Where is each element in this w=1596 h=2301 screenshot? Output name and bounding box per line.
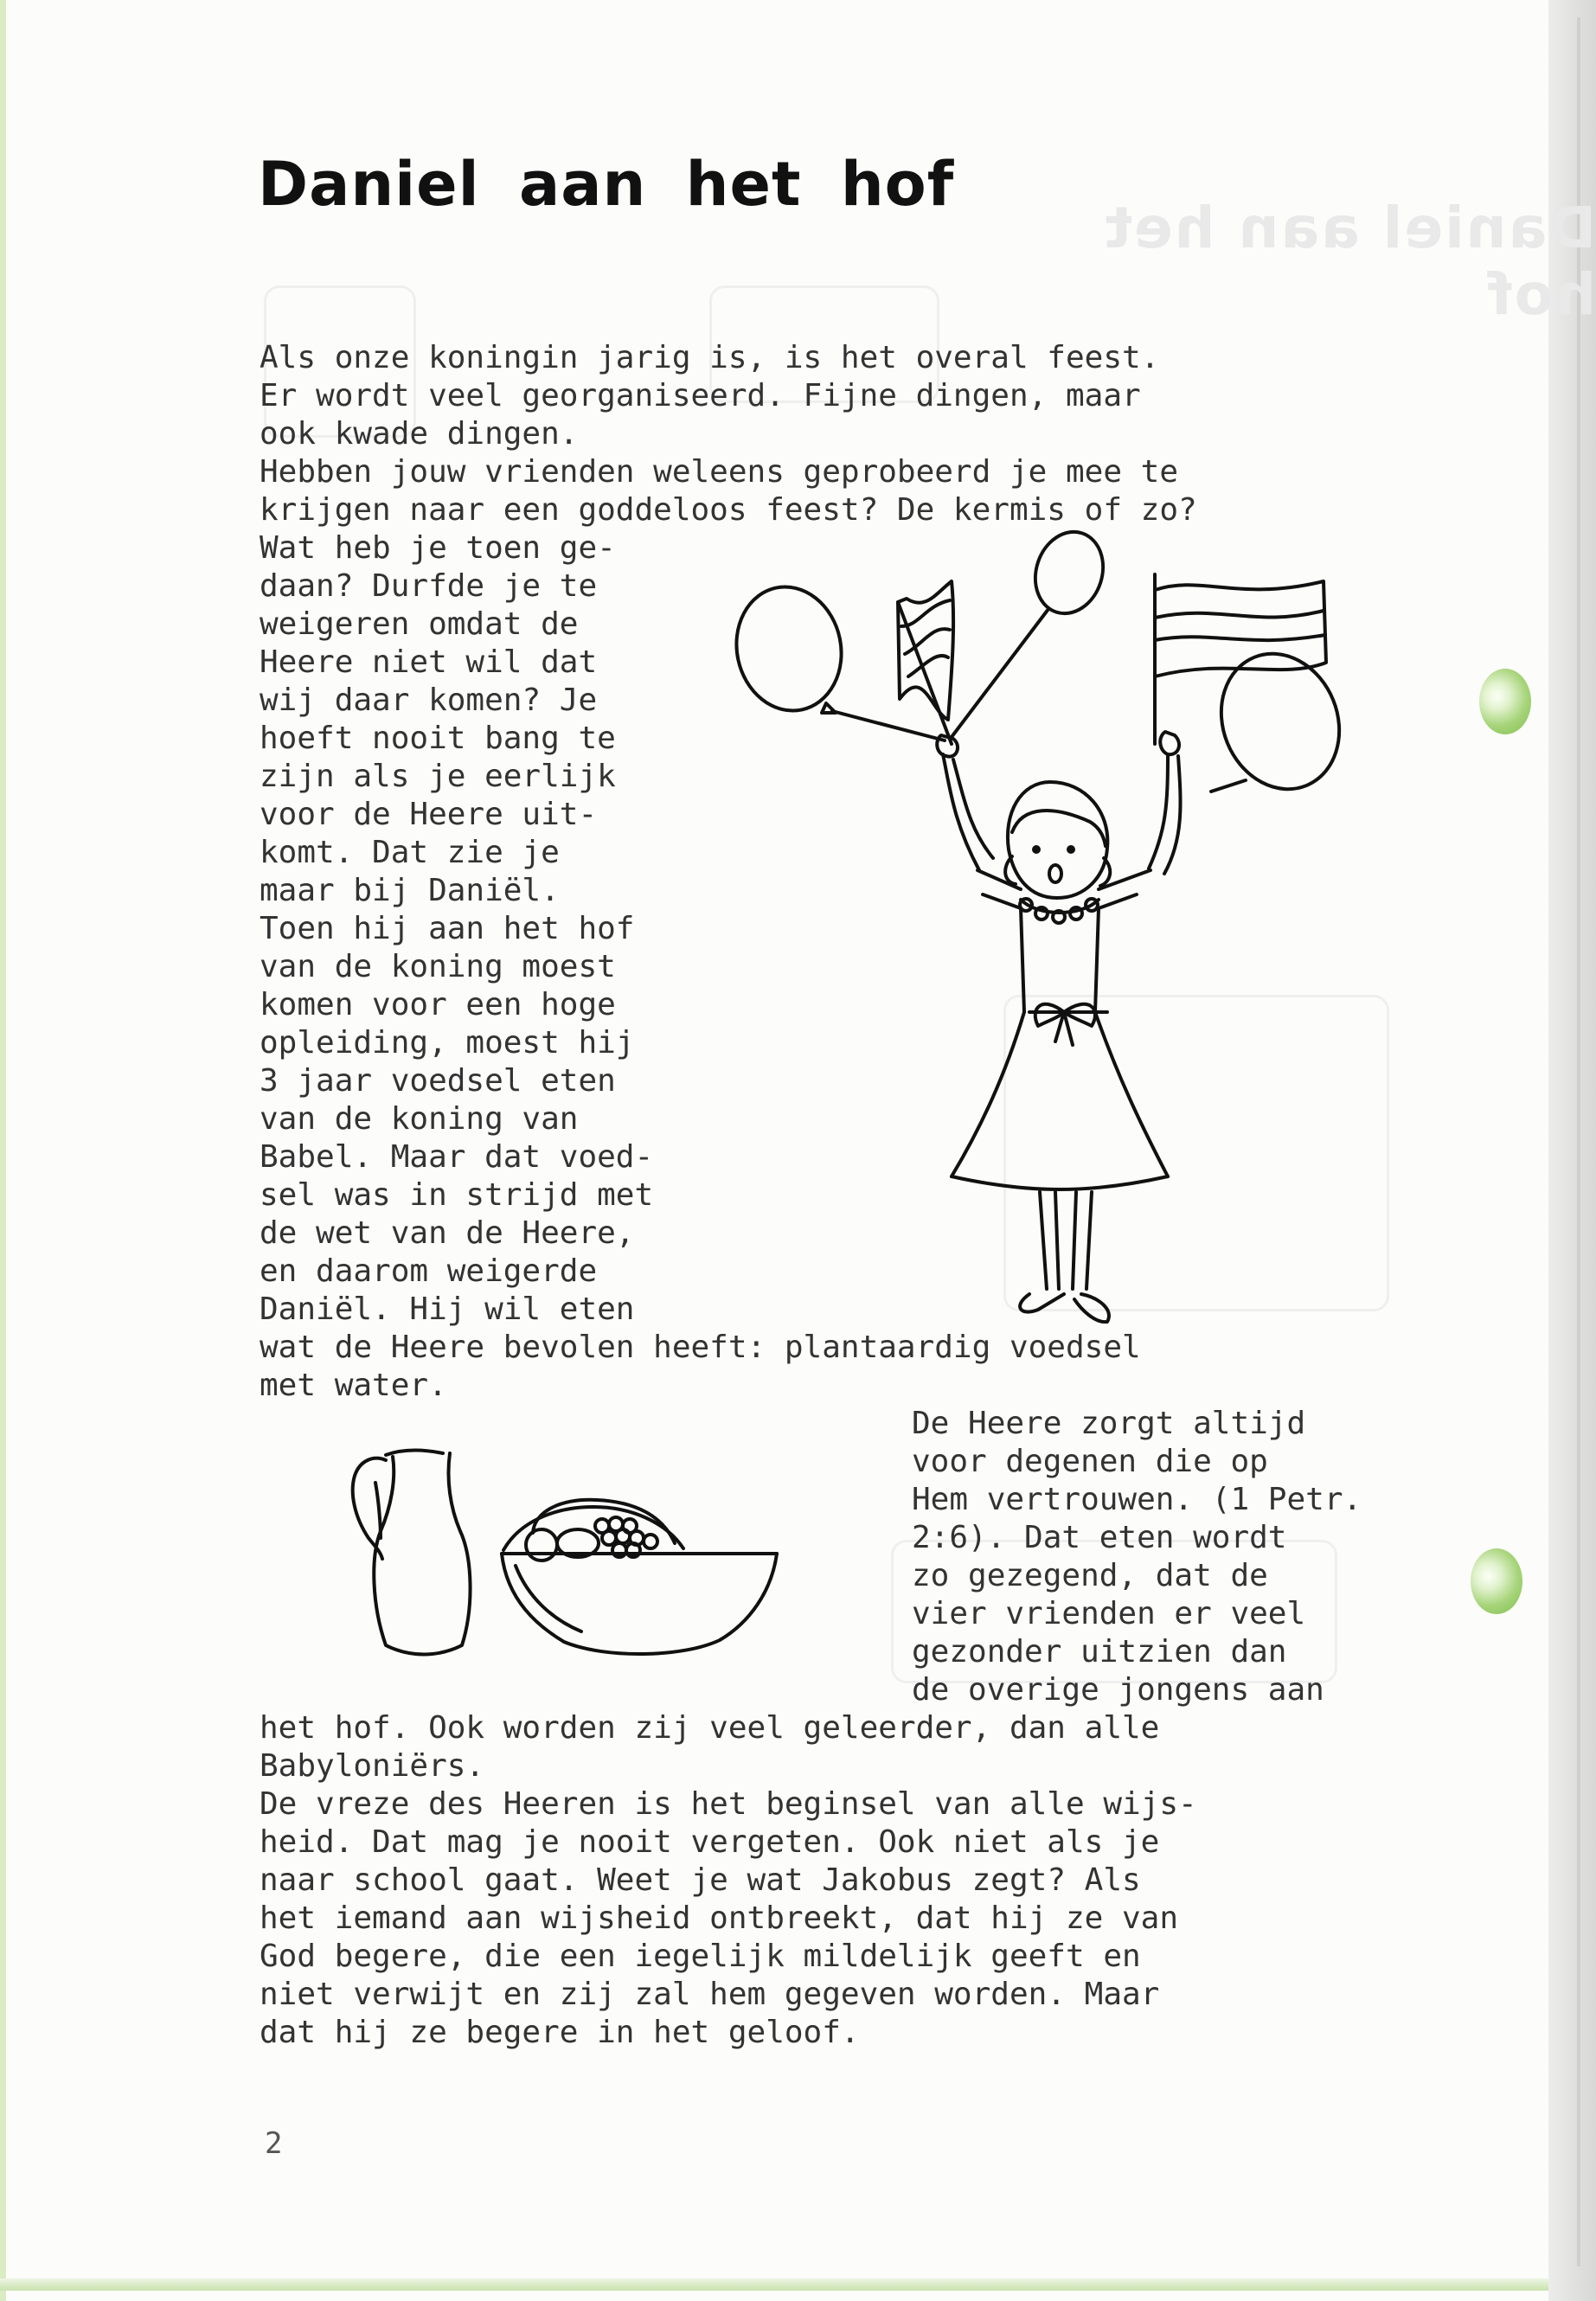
page-bottom-edge — [0, 2279, 1596, 2291]
balloon-right — [1202, 636, 1359, 807]
bleed-through-title: Daniel aan het hof — [1103, 195, 1596, 328]
body-line: wat de Heere bevolen heeft: plantaardig voedsel — [260, 1330, 1141, 1365]
body-line: ook kwade dingen. — [260, 416, 579, 452]
body-line: Hebben jouw vrienden weleens geprobeerd je mee te — [260, 454, 1179, 490]
body-line: Er wordt veel georganiseerd. Fijne dingen, maar — [260, 378, 1141, 413]
body-line: wij daar komen? Je — [260, 683, 598, 718]
body-line: Toen hij aan het hof — [260, 911, 635, 946]
flag-right — [1155, 574, 1326, 744]
flag-left — [898, 581, 953, 744]
girl-figure — [937, 732, 1180, 1322]
body-line: met water. — [260, 1368, 447, 1403]
body-line: sel was in strijd met — [260, 1177, 654, 1213]
balloon-top — [952, 523, 1113, 737]
body-line: het hof. Ook worden zij veel geleerder, dan alle — [260, 1710, 1160, 1746]
body-line: gezonder uitzien dan — [912, 1634, 1287, 1670]
body-line: komen voor een hoge — [260, 987, 616, 1022]
body-line: komt. Dat zie je — [260, 835, 560, 870]
body-line: Wat heb je toen ge- — [260, 530, 616, 566]
page-number: 2 — [265, 2126, 283, 2161]
body-line: voor de Heere uit- — [260, 797, 598, 832]
body-line: hoeft nooit bang te — [260, 721, 616, 756]
fruit-bowl — [502, 1500, 777, 1654]
body-line: Als onze koningin jarig is, is het overal feest. — [260, 340, 1160, 375]
body-line: van de koning van — [260, 1101, 579, 1137]
body-line: Daniël. Hij wil eten — [260, 1292, 635, 1327]
water-jug — [353, 1451, 471, 1655]
body-line: Babel. Maar dat voed- — [260, 1139, 654, 1175]
body-line: Hem vertrouwen. (1 Petr. — [912, 1482, 1362, 1517]
body-line: de wet van de Heere, — [260, 1215, 635, 1251]
body-line: De vreze des Heeren is het beginsel van alle wijs- — [260, 1786, 1197, 1822]
punch-hole-top — [1479, 669, 1531, 734]
body-line: De Heere zorgt altijd — [912, 1406, 1306, 1441]
body-line: zijn als je eerlijk — [260, 759, 616, 794]
body-line: opleiding, moest hij — [260, 1025, 635, 1061]
body-line: zo gezegend, dat de — [912, 1558, 1268, 1593]
body-line: niet verwijt en zij zal hem gegeven worden. Maar — [260, 1977, 1160, 2012]
body-line: naar school gaat. Weet je wat Jakobus zegt? Als — [260, 1862, 1141, 1898]
body-line: de overige jongens aan — [912, 1672, 1324, 1708]
water-jug-and-fruit-bowl-drawing — [320, 1436, 804, 1670]
body-line: Heere niet wil dat — [260, 644, 598, 680]
girl-celebrating-drawing — [718, 528, 1358, 1349]
body-line: vier vrienden er veel — [912, 1596, 1306, 1631]
page-left-edge — [0, 0, 6, 2301]
body-line: 2:6). Dat eten wordt — [912, 1520, 1287, 1555]
body-line: dat hij ze begere in het geloof. — [260, 2015, 860, 2050]
body-line: maar bij Daniël. — [260, 873, 560, 908]
body-line: en daarom weigerde — [260, 1253, 598, 1289]
page-right-shadow — [1548, 0, 1596, 2301]
body-line: God begere, die een iegelijk mildelijk geeft en — [260, 1939, 1141, 1974]
body-line: daan? Durfde je te — [260, 568, 598, 604]
body-line: van de koning moest — [260, 949, 616, 984]
body-line: Babyloniërs. — [260, 1748, 485, 1784]
body-line: heid. Dat mag je nooit vergeten. Ook niet als je — [260, 1824, 1160, 1860]
body-line: voor degenen die op — [912, 1444, 1268, 1479]
body-line: 3 jaar voedsel eten — [260, 1063, 616, 1099]
page-fold-line — [1577, 17, 1580, 2266]
page-title: Daniel aan het hof — [258, 149, 955, 220]
body-line: weigeren omdat de — [260, 606, 579, 642]
body-line: het iemand aan wijsheid ontbreekt, dat hij ze van — [260, 1900, 1179, 1936]
body-line: krijgen naar een goddeloos feest? De kermis of zo? — [260, 492, 1197, 528]
